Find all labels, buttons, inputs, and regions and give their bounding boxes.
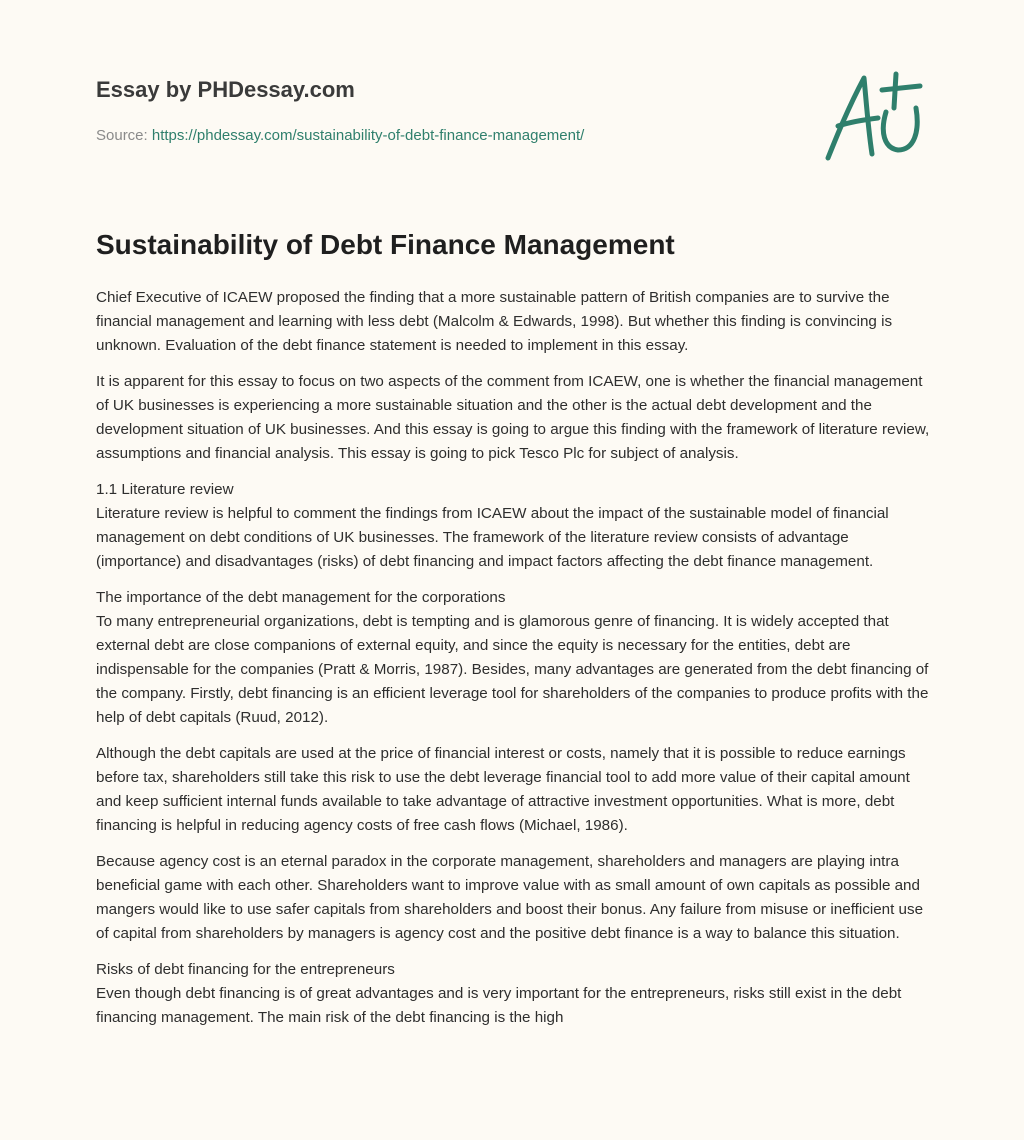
- paragraph-text: To many entrepreneurial organizations, debt is tempting and is glamorous genre of financing. It is widely accepted that external debt are close companions of external equity, and since the equity is necessary for the entities, debt are indispensable for the companies (Pratt & Morris, 1987). Besides, many advantages are generated from the debt financing of the company. Firstly, debt financing is an efficient leverage tool for shareholders of the companies to produce profits with the help of debt capitals (Ruud, 2012).: [96, 613, 929, 726]
- source-label: Source:: [96, 127, 148, 144]
- paragraph: [96, 958, 932, 1030]
- paragraph: [96, 370, 932, 466]
- paragraph-text: Chief Executive of ICAEW proposed the finding that a more sustainable pattern of British companies are to survive the financial management and learning with less debt (Malcolm & Edwards, 1998). But whether this finding is convincing is unknown. Evaluation of the debt finance statement is needed to implement in this essay.: [96, 289, 893, 354]
- section-heading: 1.1 Literature review: [96, 481, 234, 498]
- site-brand: Essay by PHDessay.com: [96, 77, 355, 102]
- paragraph-text: Because agency cost is an eternal paradox in the corporate management, shareholders and managers are playing intra beneficial game with each other. Shareholders want to improve value with as small amount of own capitals as possible and mangers would like to use safer capitals from shareholders and boost their bonus. Any failure from misuse or inefficient use of capital from shareholders by managers is agency cost and the positive debt finance is a way to balance this situation.: [96, 853, 924, 942]
- paragraph: [96, 478, 932, 574]
- paragraph-text: It is apparent for this essay to focus on two aspects of the comment from ICAEW, one is whether the financial management of UK businesses is experiencing a more sustainable situation and the other is the actual debt development and the development situation of UK businesses. And this essay is going to argue this finding with the framework of literature review, assumptions and financial analysis. This essay is going to pick Tesco Plc for subject of analysis.: [96, 373, 930, 462]
- source-link[interactable]: https://phdessay.com/sustainability-of-debt-finance-management/: [151, 127, 585, 144]
- paragraph: [96, 286, 932, 358]
- paragraph: [96, 586, 932, 730]
- paragraph: [96, 742, 932, 838]
- paragraph: [96, 850, 932, 946]
- article: [96, 226, 932, 1042]
- article-title: Sustainability of Debt Finance Management: [96, 229, 675, 260]
- page-header: [96, 76, 796, 146]
- source-line: [96, 126, 796, 146]
- section-heading: Risks of debt financing for the entrepreneurs: [96, 961, 395, 978]
- paragraph-text: Even though debt financing is of great advantages and is very important for the entrepreneurs, risks still exist in the debt financing management. The main risk of the debt financing is the high: [96, 985, 902, 1026]
- paragraph-text: Literature review is helpful to comment the findings from ICAEW about the impact of the sustainable model of financial management on debt conditions of UK businesses. The framework of the literature review consists of advantage (importance) and disadvantages (risks) of debt financing and impact factors affecting the debt finance management.: [96, 505, 889, 570]
- a-plus-grade-icon: [822, 68, 928, 166]
- section-heading: The importance of the debt management for the corporations: [96, 589, 506, 606]
- paragraph-text: Although the debt capitals are used at the price of financial interest or costs, namely that it is possible to reduce earnings before tax, shareholders still take this risk to use the debt leverage financial tool to add more value of their capital amount and keep sufficient internal funds available to take advantage of attractive investment opportunities. What is more, debt financing is helpful in reducing agency costs of free cash flows (Michael, 1986).: [96, 745, 910, 834]
